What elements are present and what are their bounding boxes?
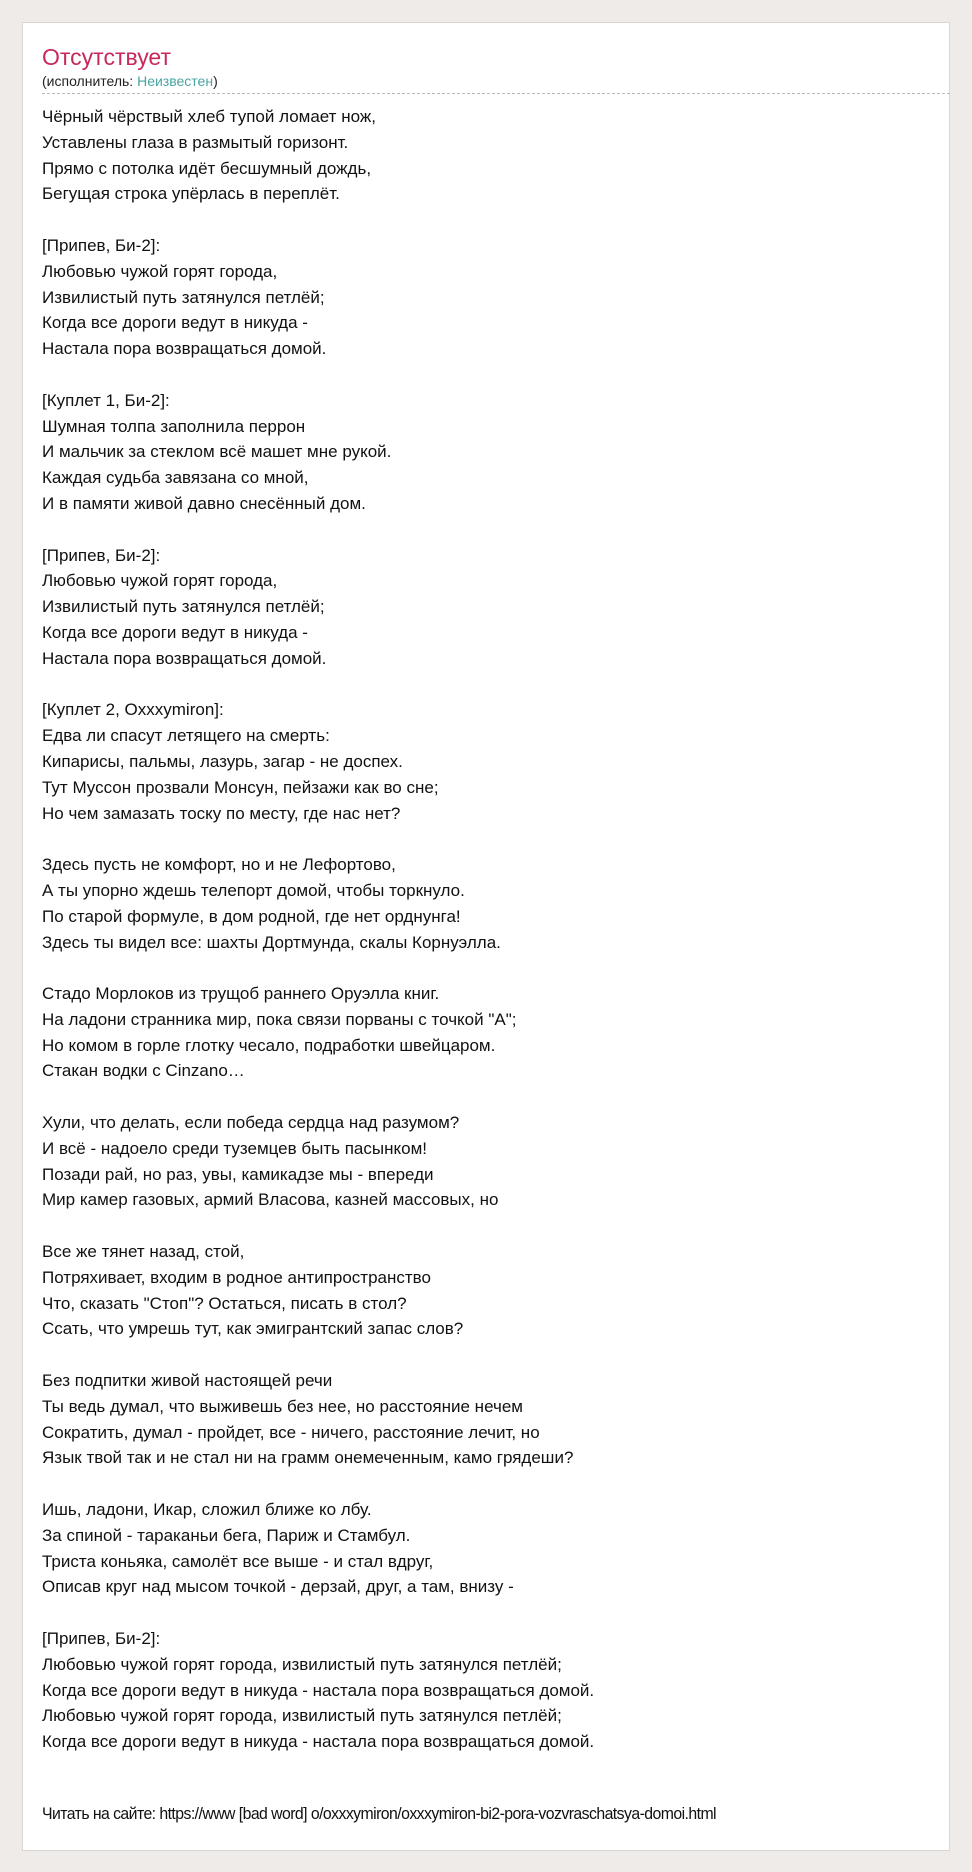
lyric-line: И всё - надоело среди туземцев быть пасынком! bbox=[42, 1138, 427, 1158]
lyric-line: [Припев, Би-2]: bbox=[42, 545, 161, 565]
lyric-line: Стакан водки с Cinzano… bbox=[42, 1061, 245, 1081]
lyric-line: Позади рай, но раз, увы, камикадзе мы - впереди bbox=[42, 1164, 434, 1184]
lyric-line: Прямо с потолка идёт бесшумный дождь, bbox=[42, 158, 372, 178]
lyric-line bbox=[42, 207, 594, 233]
lyric-line: [Припев, Би-2]: bbox=[42, 235, 161, 255]
lyric-line: Здесь ты видел все: шахты Дортмунда, скалы Корнуэлла. bbox=[42, 932, 501, 952]
lyric-line: Сократить, думал - пройдет, все - ничего, расстояние лечит, но bbox=[42, 1422, 540, 1442]
lyric-line: Тут Муссон прозвали Монсун, пейзажи как во сне; bbox=[42, 777, 439, 797]
lyric-line bbox=[42, 672, 594, 698]
lyric-line: Хули, что делать, если победа сердца над разумом? bbox=[42, 1113, 460, 1133]
lyric-line bbox=[42, 955, 594, 981]
lyric-line: Уставлены глаза в размытый горизонт. bbox=[42, 132, 349, 152]
lyric-line: Едва ли спасут летящего на смерть: bbox=[42, 726, 330, 746]
lyric-line: Настала пора возвращаться домой. bbox=[42, 648, 327, 668]
lyric-line: И в памяти живой давно снесённый дом. bbox=[42, 493, 366, 513]
lyric-line: Настала пора возвращаться домой. bbox=[42, 339, 327, 359]
lyric-line bbox=[42, 1600, 594, 1626]
lyric-line: Потряхивает, входим в родное антипространство bbox=[42, 1267, 431, 1287]
lyric-line: А ты упорно ждешь телепорт домой, чтобы торкнуло. bbox=[42, 880, 465, 900]
lyric-line: Когда все дороги ведут в никуда - bbox=[42, 622, 308, 642]
lyric-line: По старой формуле, в дом родной, где нет орднунга! bbox=[42, 906, 461, 926]
lyric-line: Что, сказать "Стоп"? Остаться, писать в стол? bbox=[42, 1293, 407, 1313]
song-title: Отсутствует bbox=[42, 44, 171, 70]
lyric-line: Ты ведь думал, что выживешь без нее, но расстояние нечем bbox=[42, 1396, 523, 1416]
artist-prefix: (исполнитель: bbox=[42, 73, 138, 89]
lyric-line: Стадо Морлоков из трущоб раннего Оруэлла книг. bbox=[42, 984, 440, 1004]
lyric-line: Каждая судьба завязана со мной, bbox=[42, 468, 309, 488]
artist-line bbox=[42, 72, 218, 90]
lyric-line: Язык твой так и не стал ни на грамм онемеченным, камо грядеши? bbox=[42, 1448, 574, 1468]
lyric-line: Извилистый путь затянулся петлёй; bbox=[42, 287, 325, 307]
lyric-line: На ладони странника мир, пока связи порваны с точкой "А"; bbox=[42, 1009, 517, 1029]
lyrics-text bbox=[42, 104, 594, 1755]
lyric-line: Кипарисы, пальмы, лазурь, загар - не доспех. bbox=[42, 751, 403, 771]
lyric-line bbox=[42, 1342, 594, 1368]
artist-suffix: ) bbox=[213, 73, 218, 89]
lyric-line: И мальчик за стеклом всё машет мне рукой. bbox=[42, 442, 392, 462]
divider bbox=[42, 93, 950, 94]
lyric-line bbox=[42, 1084, 594, 1110]
lyric-line: Описав круг над мысом точкой - дерзай, друг, а там, внизу - bbox=[42, 1577, 514, 1597]
lyric-line bbox=[42, 826, 594, 852]
lyric-line bbox=[42, 1213, 594, 1239]
lyric-line: [Куплет 1, Би-2]: bbox=[42, 390, 170, 410]
lyric-line: Триста коньяка, самолёт все выше - и стал вдруг, bbox=[42, 1551, 434, 1571]
lyric-line: Любовью чужой горят города, bbox=[42, 571, 278, 591]
lyric-line: Но комом в горле глотку чесало, подработки швейцаром. bbox=[42, 1035, 496, 1055]
lyric-line: Без подпитки живой настоящей речи bbox=[42, 1371, 333, 1391]
lyric-line: Мир камер газовых, армий Власова, казней массовых, но bbox=[42, 1190, 499, 1210]
artist-link[interactable]: Неизвестен bbox=[137, 73, 214, 89]
lyric-line: За спиной - тараканьи бега, Париж и Стамбул. bbox=[42, 1525, 411, 1545]
lyric-line: Бегущая строка упёрлась в переплёт. bbox=[42, 184, 340, 204]
lyric-line: Ссать, что умрешь тут, как эмигрантский запас слов? bbox=[42, 1319, 464, 1339]
lyric-line: [Припев, Би-2]: bbox=[42, 1629, 161, 1649]
lyric-line: Когда все дороги ведут в никуда - настала пора возвращаться домой. bbox=[42, 1680, 595, 1700]
lyric-line: Но чем замазать тоску по месту, где нас нет? bbox=[42, 803, 401, 823]
lyric-line bbox=[42, 362, 594, 388]
lyric-line: [Куплет 2, Oxxxymiron]: bbox=[42, 700, 224, 720]
lyric-line: Ишь, ладони, Икар, сложил ближе ко лбу. bbox=[42, 1500, 372, 1520]
lyric-line bbox=[42, 1471, 594, 1497]
lyric-line: Извилистый путь затянулся петлёй; bbox=[42, 597, 325, 617]
lyric-line: Шумная толпа заполнила перрон bbox=[42, 416, 306, 436]
lyric-line bbox=[42, 517, 594, 543]
lyric-line: Чёрный чёрствый хлеб тупой ломает нож, bbox=[42, 107, 376, 126]
lyric-line: Любовью чужой горят города, извилистый путь затянулся петлёй; bbox=[42, 1706, 562, 1726]
lyric-line: Любовью чужой горят города, bbox=[42, 261, 278, 281]
lyric-line: Все же тянет назад, стой, bbox=[42, 1242, 245, 1262]
source-footer: Читать на сайте: https://www [bad word] o/oxxxymiron/oxxxymiron-bi2-pora-vozvraschatsya-domoi.html bbox=[42, 1804, 717, 1823]
lyric-line: Когда все дороги ведут в никуда - bbox=[42, 313, 308, 333]
lyric-line: Когда все дороги ведут в никуда - настала пора возвращаться домой. bbox=[42, 1732, 595, 1752]
lyric-line: Любовью чужой горят города, извилистый путь затянулся петлёй; bbox=[42, 1654, 562, 1674]
lyric-line: Здесь пусть не комфорт, но и не Лефортово, bbox=[42, 855, 396, 875]
